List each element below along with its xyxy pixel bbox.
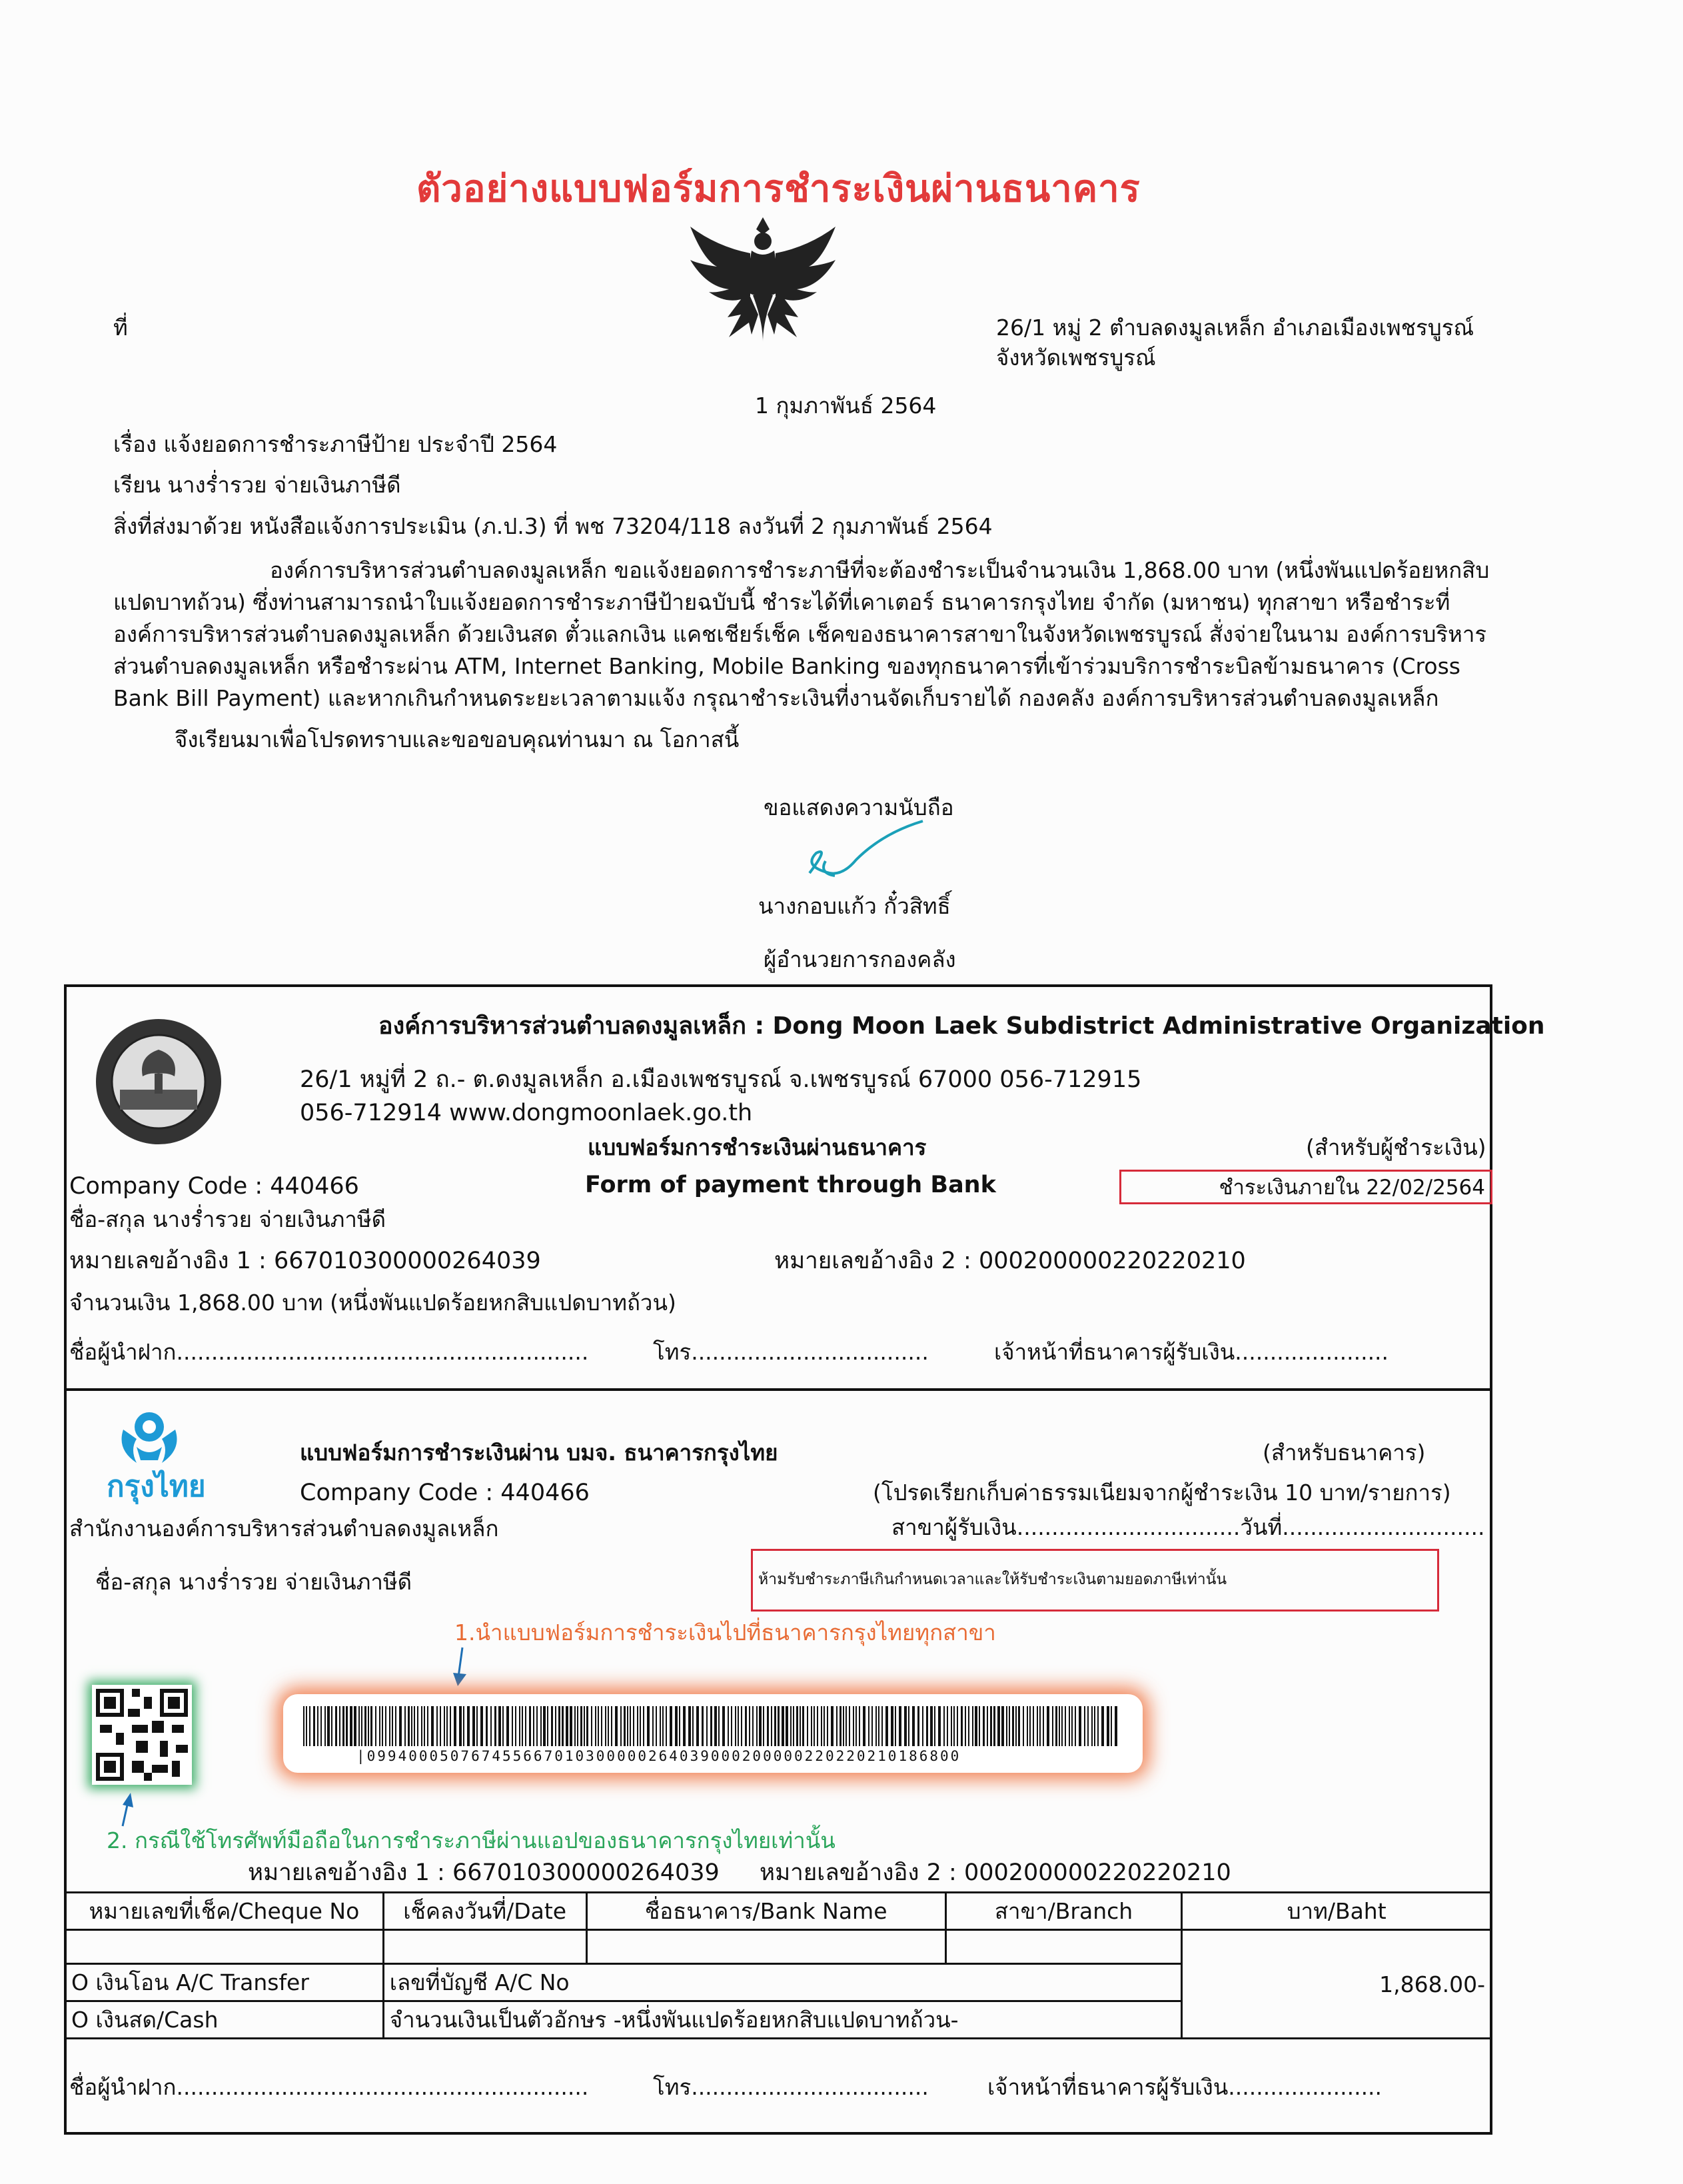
barcode-bar: [421, 1706, 422, 1746]
barcode-bar: [702, 1706, 704, 1746]
closing-paragraph: จึงเรียนมาเพื่อโปรดทราบและขอขอบคุณท่านมา ณ โอกาสนี้: [175, 726, 740, 752]
barcode-bar: [339, 1706, 340, 1746]
barcode-bar: [1033, 1706, 1034, 1746]
barcode-bar: [891, 1706, 893, 1746]
barcode-bar: [1023, 1706, 1024, 1746]
barcode-bar: [871, 1706, 873, 1746]
body-line: องค์การบริหารส่วนตำบลดงมูลเหล็ก ขอแจ้งยอดการชำระภาษีที่จะต้องชำระเป็นจำนวนเงิน 1,868.00 บาท (หนึ่งพันแปดร้อยหกสิบ: [270, 557, 1490, 583]
barcode-bar: [975, 1706, 977, 1746]
barcode-bar: [731, 1706, 732, 1746]
barcode-bar: [972, 1706, 973, 1746]
barcode-bar: [1059, 1706, 1060, 1746]
barcode-bar: [961, 1706, 963, 1746]
barcode-bar: [728, 1706, 729, 1746]
barcode-bar: [601, 1706, 602, 1746]
amount-in-words: จำนวนเงินเป็นตัวอักษร -หนึ่งพันแปดร้อยหกสิบแปดบาทถ้วน-: [383, 2001, 1182, 2039]
barcode-bar: [1047, 1706, 1049, 1746]
barcode-bar: [577, 1706, 578, 1746]
body-line: ส่วนตำบลดงมูลเหล็ก หรือชำระผ่าน ATM, Internet Banking, Mobile Banking ของทุกธนาคารที่เข้าร่วมบริการชำระบิลข้ามธนาคาร (Cross: [113, 653, 1460, 679]
barcode-bar: [767, 1706, 769, 1746]
payer-name: ชื่อ-สกุล นางร่ำรวย จ่ายเงินภาษีดี: [69, 1206, 386, 1232]
barcode-bar: [324, 1706, 326, 1746]
barcode-bar: [611, 1706, 612, 1746]
phone-field: โทร..................................: [653, 1339, 929, 1365]
barcode-bars: [303, 1706, 1123, 1746]
qr-code[interactable]: [92, 1685, 192, 1785]
barcode-bar: [643, 1706, 644, 1746]
barcode-bar: [790, 1706, 792, 1746]
barcode-bar: [586, 1706, 588, 1746]
barcode-bar: [431, 1706, 434, 1746]
barcode-bar: [1075, 1706, 1076, 1746]
barcode-bar: [817, 1706, 818, 1746]
reference-1: หมายเลขอ้างอิง 1 : 667010300000264039: [69, 1248, 541, 1274]
barcode-bar: [490, 1706, 492, 1746]
barcode-bar: [427, 1706, 428, 1746]
barcode-bar: [399, 1706, 402, 1746]
barcode-bar: [566, 1706, 568, 1746]
barcode-bar: [786, 1706, 788, 1746]
barcode-bar: [688, 1706, 691, 1746]
barcode-bar: [450, 1706, 451, 1746]
bank-phone-field: โทร..................................: [653, 2074, 929, 2100]
barcode-bar: [370, 1706, 372, 1746]
barcode-bar: [926, 1706, 928, 1746]
cheque-no-cell[interactable]: [65, 1930, 384, 1964]
barcode-bar: [993, 1706, 995, 1746]
barcode-bar: [800, 1706, 801, 1746]
barcode-bar: [306, 1706, 307, 1746]
barcode-bar: [591, 1706, 592, 1746]
barcode-bar: [525, 1706, 526, 1746]
barcode-bar: [878, 1706, 879, 1746]
barcode-bar: [1094, 1706, 1095, 1746]
signer-title: ผู้อำนวยการกองคลัง: [764, 946, 956, 972]
amount-text: จำนวนเงิน 1,868.00 บาท (หนึ่งพันแปดร้อยหกสิบแปดบาทถ้วน): [69, 1290, 676, 1316]
barcode-bar: [782, 1706, 784, 1746]
barcode-bar: [411, 1706, 412, 1746]
barcode-bar: [1015, 1706, 1017, 1746]
barcode-bar: [675, 1706, 678, 1746]
barcode-bar: [1107, 1706, 1109, 1746]
barcode-bar: [1115, 1706, 1117, 1746]
barcode-bar: [1009, 1706, 1010, 1746]
barcode-bar: [358, 1706, 360, 1746]
fee-note: (โปรดเรียกเก็บค่าธรรมเนียมจากผู้ชำระเงิน 10 บาท/รายการ): [873, 1480, 1451, 1506]
barcode-bar: [327, 1706, 330, 1746]
ref-label: ที่: [113, 315, 128, 341]
barcode-bar: [1069, 1706, 1070, 1746]
form-title-th: แบบฟอร์มการชำระเงินผ่านธนาคาร: [588, 1134, 927, 1160]
barcode-bar: [1018, 1706, 1020, 1746]
barcode-bar: [414, 1706, 415, 1746]
address-line-2: จังหวัดเพชรบูรณ์: [996, 345, 1156, 371]
barcode-bar: [814, 1706, 815, 1746]
barcode-bar: [793, 1706, 794, 1746]
barcode-bar: [574, 1706, 576, 1746]
barcode-bar: [440, 1706, 441, 1746]
barcode-bar: [802, 1706, 804, 1746]
body-line: แปดบาทถ้วน) ซึ่งท่านสามารถนำใบแจ้งยอดการชำระภาษีป้ายฉบับนี้ ชำระได้ที่เคาเตอร์ ธนาคารกรุงไทย จำกัด (มหาชน) ทุกสาขา หรือชำระที่: [113, 589, 1450, 615]
barcode-bar: [547, 1706, 548, 1746]
barcode-bar: [947, 1706, 948, 1746]
letter-body: [113, 554, 1499, 714]
barcode-bar: [679, 1706, 680, 1746]
signer-name: นางกอบแก้ว กั๋วสิทธิ์: [758, 893, 951, 919]
barcode-bar: [502, 1706, 504, 1746]
barcode-bar: [551, 1706, 553, 1746]
barcode-bar: [735, 1706, 736, 1746]
barcode-bar: [331, 1706, 332, 1746]
barcode-bar: [763, 1706, 764, 1746]
barcode-bar: [512, 1706, 513, 1746]
barcode-bar: [953, 1706, 955, 1746]
header-baht: บาท/Baht: [1182, 1893, 1492, 1930]
barcode-bar: [1101, 1706, 1104, 1746]
barcode-bar: [417, 1706, 418, 1746]
regards: ขอแสดงความนับถือ: [764, 794, 954, 820]
barcode-bar: [627, 1706, 628, 1746]
barcode-bar: [714, 1706, 717, 1746]
barcode-bar: [912, 1706, 915, 1746]
barcode-bar: [364, 1706, 366, 1746]
barcode-bar: [580, 1706, 582, 1746]
barcode-bar: [379, 1706, 380, 1746]
barcode-bar: [446, 1706, 448, 1746]
barcode-bar: [881, 1706, 883, 1746]
due-date-box: [1119, 1170, 1492, 1204]
barcode-bar: [608, 1706, 609, 1746]
depositor-field: ชื่อผู้นำฝาก...........................................................: [69, 1339, 589, 1365]
cash-option[interactable]: O เงินสด/Cash: [65, 2001, 384, 2039]
barcode-bar: [1097, 1706, 1099, 1746]
barcode-bar: [983, 1706, 985, 1746]
barcode-bar: [979, 1706, 980, 1746]
barcode-bar: [652, 1706, 654, 1746]
bank-company-code: Company Code : 440466: [300, 1480, 590, 1506]
barcode-bar: [303, 1706, 304, 1746]
barcode-bar: [706, 1706, 708, 1746]
barcode-bar: [368, 1706, 369, 1746]
barcode-bar: [595, 1706, 596, 1746]
header-cheque-no: หมายเลขที่เช็ค/Cheque No: [65, 1893, 384, 1930]
barcode-bar: [807, 1706, 808, 1746]
barcode-bar: [660, 1706, 661, 1746]
barcode-bar: [350, 1706, 352, 1746]
barcode-bar: [522, 1706, 523, 1746]
header-bank-name: ชื่อธนาคาร/Bank Name: [586, 1893, 945, 1930]
barcode-bar: [930, 1706, 933, 1746]
table-row: [65, 1930, 1492, 1964]
bank-form-title: แบบฟอร์มการชำระเงินผ่าน บมจ. ธนาคารกรุงไทย: [300, 1440, 778, 1466]
payment-table: [64, 1891, 1492, 2039]
barcode-bar: [904, 1706, 907, 1746]
barcode-bar: [831, 1706, 834, 1746]
barcode-bar: [796, 1706, 798, 1746]
barcode-bar: [875, 1706, 877, 1746]
office-name: สำนักงานองค์การบริหารส่วนตำบลดงมูลเหล็ก: [69, 1516, 499, 1542]
barcode-bar: [990, 1706, 992, 1746]
barcode-bar: [1039, 1706, 1041, 1746]
barcode-bar: [540, 1706, 542, 1746]
body-line: Bank Bill Payment) และหากเกินกำหนดระยะเวลาตามแจ้ง กรุณาชำระเงินที่งานจัดเก็บรายได้ กองคลัง องค์การบริหารส่วนตำบลดงมูลเหล็ก: [113, 685, 1439, 711]
barcode-bar: [424, 1706, 425, 1746]
instruction-2: 2. กรณีใช้โทรศัพท์มือถือในการชำระภาษีผ่านแอปของธนาคารกรุงไทยเท่านั้น: [107, 1827, 836, 1853]
letter-recipient: เรียน นางร่ำรวย จ่ายเงินภาษีดี: [113, 472, 401, 498]
barcode-bar: [778, 1706, 780, 1746]
arrow-down-icon: [450, 1646, 470, 1687]
barcode-bar: [1061, 1706, 1063, 1746]
barcode-bar: [354, 1706, 356, 1746]
for-bank-label: (สำหรับธนาคาร): [1263, 1440, 1426, 1466]
qr-code-icon: [92, 1685, 192, 1785]
barcode-bar: [827, 1706, 828, 1746]
barcode-bar: [824, 1706, 825, 1746]
barcode-bar: [922, 1706, 923, 1746]
for-payer-label: (สำหรับผู้ชำระเงิน): [1306, 1134, 1486, 1160]
barcode-bar: [853, 1706, 854, 1746]
warning-box: [751, 1549, 1439, 1612]
barcode-bar: [759, 1706, 762, 1746]
barcode-bar: [1037, 1706, 1038, 1746]
amount-cell: 1,868.00-: [1182, 1930, 1492, 2039]
barcode-bar: [868, 1706, 869, 1746]
barcode-bar: [467, 1706, 470, 1746]
barcode-bar: [863, 1706, 865, 1746]
organization-address-2: 056-712914 www.dongmoonlaek.go.th: [300, 1100, 753, 1126]
barcode-bar: [836, 1706, 838, 1746]
barcode-bar: [1043, 1706, 1044, 1746]
barcode-bar: [859, 1706, 860, 1746]
barcode-bar: [965, 1706, 966, 1746]
barcode-bar: [436, 1706, 438, 1746]
barcode-bar: [1111, 1706, 1112, 1746]
barcode-bar: [1084, 1706, 1085, 1746]
table-header-row: [65, 1893, 1492, 1930]
barcode-bar: [666, 1706, 667, 1746]
barcode-bar: [459, 1706, 462, 1746]
barcode-bar: [1087, 1706, 1089, 1746]
barcode-bar: [1052, 1706, 1053, 1746]
barcode-bar: [620, 1706, 622, 1746]
barcode-bar: [656, 1706, 657, 1746]
barcode-bar: [1055, 1706, 1057, 1746]
barcode-bar: [934, 1706, 935, 1746]
barcode-bar: [899, 1706, 901, 1746]
signature: [796, 813, 929, 886]
barcode-bar: [749, 1706, 750, 1746]
barcode-bar: [957, 1706, 958, 1746]
barcode-bar: [741, 1706, 742, 1746]
branch-cell[interactable]: [945, 1930, 1181, 1964]
barcode-bar: [662, 1706, 664, 1746]
barcode-bar: [463, 1706, 464, 1746]
barcode-bar: [951, 1706, 952, 1746]
barcode-bar: [811, 1706, 812, 1746]
barcode-bar: [472, 1706, 475, 1746]
barcode-bar: [382, 1706, 383, 1746]
barcode-bar: [633, 1706, 634, 1746]
barcode-bar: [1001, 1706, 1004, 1746]
barcode-bar: [624, 1706, 626, 1746]
company-code: Company Code : 440466: [69, 1173, 359, 1200]
barcode-bar: [938, 1706, 941, 1746]
barcode-bar: [670, 1706, 672, 1746]
letter-enclosure: สิ่งที่ส่งมาด้วย หนังสือแจ้งการประเมิน (ภ.ป.3) ที่ พช 73204/118 ลงวันที่ 2 กุมภาพันธ์ 2564: [113, 513, 993, 539]
barcode-bar: [395, 1706, 396, 1746]
barcode-bar: [855, 1706, 857, 1746]
barcode-bar: [752, 1706, 754, 1746]
officer-field: เจ้าหน้าที่ธนาคารผู้รับเงิน......................: [994, 1339, 1389, 1365]
bank-depositor-field: ชื่อผู้นำฝาก...........................................................: [69, 2074, 589, 2100]
barcode-bar: [476, 1706, 478, 1746]
barcode-bar: [1006, 1706, 1007, 1746]
form-title-en: Form of payment through Bank: [585, 1172, 996, 1198]
barcode-bar: [335, 1706, 337, 1746]
barcode-bar: [692, 1706, 694, 1746]
barcode[interactable]: [283, 1694, 1143, 1773]
barcode-bar: [745, 1706, 747, 1746]
header-branch: สาขา/Branch: [945, 1893, 1181, 1930]
barcode-bar: [1012, 1706, 1014, 1746]
barcode-bar: [943, 1706, 945, 1746]
barcode-number: |099400050767455667010300000264039000200000220220210186800: [356, 1748, 961, 1764]
reference-2: หมายเลขอ้างอิง 2 : 000200000220220210: [774, 1248, 1246, 1274]
instruction-1: 1.นำแบบฟอร์มการชำระเงินไปที่ธนาคารกรุงไทยทุกสาขา: [454, 1620, 996, 1645]
barcode-bar: [1027, 1706, 1028, 1746]
bank-reference-2: หมายเลขอ้างอิง 2 : 000200000220220210: [760, 1859, 1231, 1886]
barcode-bar: [536, 1706, 538, 1746]
letter-date: 1 กุมภาพันธ์ 2564: [755, 393, 937, 419]
barcode-bar: [722, 1706, 725, 1746]
barcode-bar: [1029, 1706, 1031, 1746]
page-title: ตัวอย่างแบบฟอร์มการชำระเงินผ่านธนาคาร: [416, 167, 1141, 211]
barcode-bar: [519, 1706, 520, 1746]
barcode-bar: [630, 1706, 631, 1746]
barcode-bar: [375, 1706, 376, 1746]
organization-seal: [93, 1016, 224, 1147]
organization-name: องค์การบริหารส่วนตำบลดงมูลเหล็ก : Dong Moon Laek Subdistrict Administrative Organization: [378, 1012, 1545, 1040]
barcode-bar: [683, 1706, 686, 1746]
barcode-bar: [647, 1706, 650, 1746]
arrow-up-icon: [117, 1793, 137, 1827]
barcode-bar: [968, 1706, 969, 1746]
barcode-bar: [1071, 1706, 1073, 1746]
barcode-bar: [849, 1706, 850, 1746]
barcode-bar: [506, 1706, 509, 1746]
barcode-bar: [640, 1706, 641, 1746]
organization-address-1: 26/1 หมู่ที่ 2 ถ.- ต.ดงมูลเหล็ก อ.เมืองเพชรบูรณ์ จ.เพชรบูรณ์ 67000 056-712915: [300, 1066, 1142, 1093]
barcode-bar: [389, 1706, 390, 1746]
barcode-bar: [840, 1706, 842, 1746]
barcode-bar: [843, 1706, 844, 1746]
barcode-bar: [1079, 1706, 1081, 1746]
barcode-bar: [756, 1706, 758, 1746]
barcode-bar: [533, 1706, 534, 1746]
barcode-bar: [404, 1706, 406, 1746]
barcode-bar: [342, 1706, 344, 1746]
barcode-bar: [615, 1706, 618, 1746]
barcode-bar: [718, 1706, 720, 1746]
header-cheque-date: เช็คลงวันที่/Date: [383, 1893, 586, 1930]
barcode-bar: [444, 1706, 445, 1746]
barcode-bar: [529, 1706, 531, 1746]
barcode-bar: [637, 1706, 638, 1746]
barcode-bar: [1091, 1706, 1093, 1746]
letter-subject: เรื่อง แจ้งยอดการชำระภาษีป้าย ประจำปี 2564: [113, 431, 558, 457]
bank-reference-1: หมายเลขอ้างอิง 1 : 667010300000264039: [248, 1859, 720, 1886]
barcode-bar: [494, 1706, 496, 1746]
barcode-bar: [570, 1706, 572, 1746]
due-date: ชำระเงินภายใน 22/02/2564: [1219, 1176, 1485, 1200]
barcode-bar: [309, 1706, 310, 1746]
barcode-bar: [543, 1706, 546, 1746]
bank-payer-name: ชื่อ-สกุล นางร่ำรวย จ่ายเงินภาษีดี: [95, 1569, 412, 1595]
barcode-bar: [738, 1706, 739, 1746]
barcode-bar: [821, 1706, 822, 1746]
barcode-bar: [598, 1706, 599, 1746]
barcode-bar: [346, 1706, 348, 1746]
barcode-bar: [555, 1706, 556, 1746]
barcode-bar: [605, 1706, 606, 1746]
barcode-bar: [454, 1706, 456, 1746]
krungthai-logo-text: กรุงไทย: [107, 1470, 206, 1504]
barcode-bar: [696, 1706, 699, 1746]
bank-officer-field: เจ้าหน้าที่ธนาคารผู้รับเงิน......................: [987, 2074, 1383, 2100]
barcode-bar: [480, 1706, 483, 1746]
account-no-field[interactable]: เลขที่บัญชี A/C No: [383, 1964, 1182, 2001]
address-line-1: 26/1 หมู่ 2 ตำบลดงมูลเหล็ก อำเภอเมืองเพชรบูรณ์: [996, 315, 1474, 341]
barcode-bar: [498, 1706, 501, 1746]
barcode-bar: [917, 1706, 919, 1746]
garuda-emblem: [686, 212, 840, 352]
barcode-bar: [997, 1706, 1000, 1746]
barcode-bar: [385, 1706, 386, 1746]
barcode-bar: [486, 1706, 488, 1746]
barcode-bar: [771, 1706, 772, 1746]
warning-text: ห้ามรับชำระภาษีเกินกำหนดเวลาและให้รับชำระเงินตามยอดภาษีเท่านั้น: [758, 1571, 1227, 1588]
barcode-bar: [774, 1706, 776, 1746]
barcode-bar: [313, 1706, 315, 1746]
barcode-bar: [987, 1706, 988, 1746]
barcode-bar: [408, 1706, 410, 1746]
barcode-bar: [392, 1706, 393, 1746]
body-line: องค์การบริหารส่วนตำบลดงมูลเหล็ก ด้วยเงินสด ตั๋วแลกเงิน แคชเชียร์เช็ค เช็คของธนาคารสาขาในจังหวัดเพชรบูรณ์ สั่งจ่ายในนาม องค์การบริหาร: [113, 621, 1487, 647]
transfer-option[interactable]: O เงินโอน A/C Transfer: [65, 1964, 384, 2001]
barcode-bar: [515, 1706, 516, 1746]
barcode-bar: [710, 1706, 712, 1746]
barcode-bar: [562, 1706, 564, 1746]
cheque-date-cell[interactable]: [383, 1930, 586, 1964]
barcode-bar: [885, 1706, 888, 1746]
barcode-bar: [361, 1706, 362, 1746]
barcode-bar: [558, 1706, 560, 1746]
bank-name-cell[interactable]: [586, 1930, 945, 1964]
barcode-bar: [584, 1706, 585, 1746]
barcode-bar: [908, 1706, 909, 1746]
barcode-bar: [320, 1706, 322, 1746]
barcode-bar: [317, 1706, 318, 1746]
barcode-bar: [1065, 1706, 1066, 1746]
barcode-bar: [845, 1706, 847, 1746]
branch-date-field: สาขาผู้รับเงิน................................วันที่.............................: [891, 1514, 1485, 1540]
barcode-bar: [895, 1706, 896, 1746]
